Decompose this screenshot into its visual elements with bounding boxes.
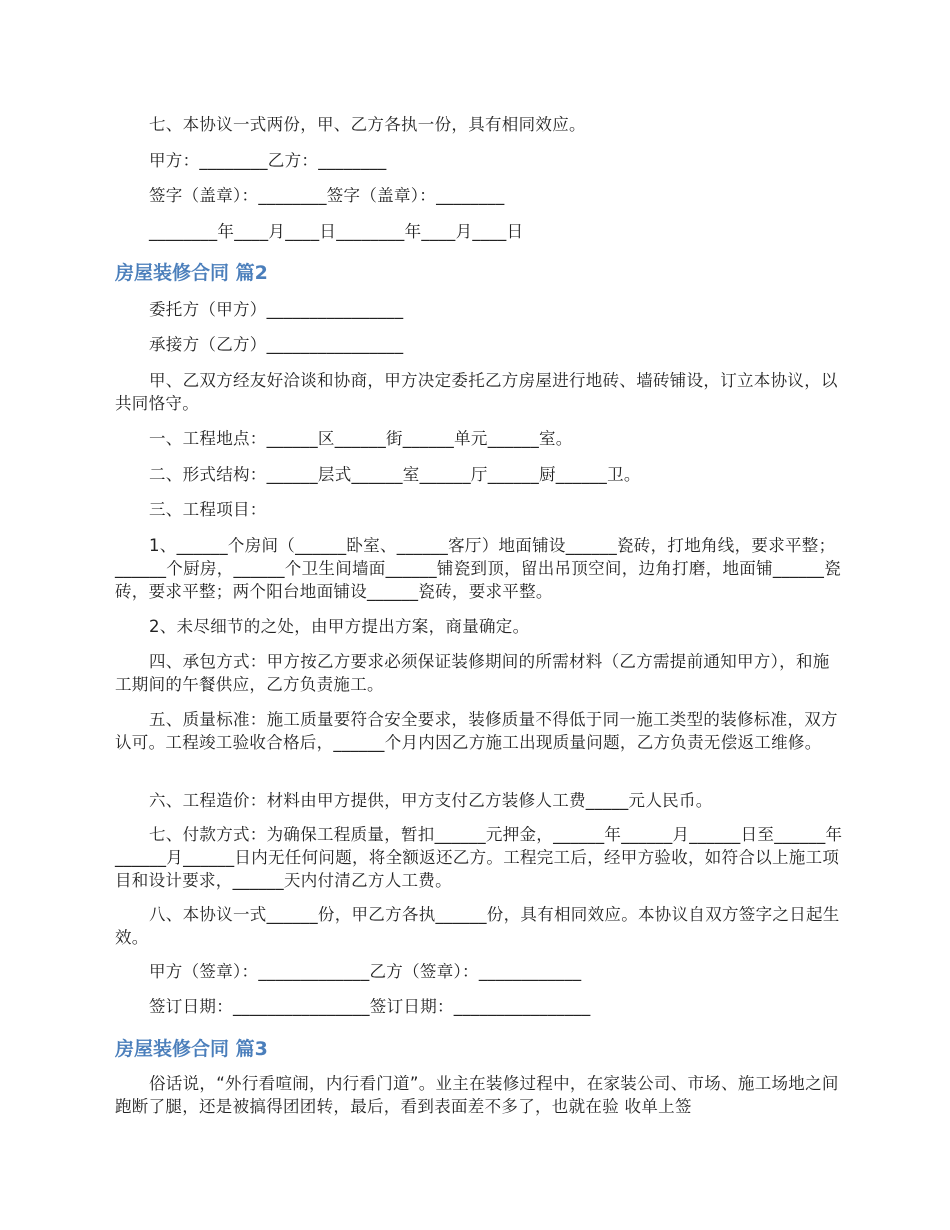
date-line: 签订日期：________________签订日期：________________	[149, 997, 591, 1016]
paragraph: 六、工程造价：材料由甲方提供，甲方支付乙方装修人工费_____元人民币。	[149, 791, 713, 810]
paragraph: 委托方（甲方）________________	[149, 300, 404, 319]
paragraph: 四、承包方式：甲方按乙方要求必须保证装修期间的所需材料（乙方需提前通知甲方），和施工期间的午餐供应，乙方负责施工。	[115, 652, 830, 694]
signature-line: 甲方（签章）：_____________乙方（签章）：____________	[149, 962, 582, 981]
paragraph: 1、______个房间（______卧室、______客厅）地面铺设______瓷砖，打地角线，要求平整；______个厨房，______个卫生间墙面______铺瓷到顶，留出吊顶空间，边角打磨，地面铺______瓷砖，要求平整；两个阳台地面铺设______瓷砖，要求平整。	[115, 536, 841, 601]
paragraph: 八、本协议一式______份，甲乙方各执______份，具有相同效应。本协议自双方签字之日起生效。	[115, 905, 840, 947]
paragraph: 承接方（乙方）________________	[149, 335, 404, 354]
paragraph: 俗话说，“外行看喧闹，内行看门道”。业主在装修过程中，在家装公司、市场、施工场地之间跑断了腿，还是被搞得团团转，最后，看到表面差不多了，也就在验 收单上签	[115, 1074, 839, 1116]
paragraph: 三、工程项目：	[149, 500, 267, 519]
paragraph: 二、形式结构：______层式______室______厅______厨______卫。	[149, 465, 641, 484]
signature-line: 签字（盖章）：________签字（盖章）：________	[149, 186, 505, 205]
section-heading: 房屋装修合同 篇3	[115, 1038, 268, 1060]
paragraph: 七、本协议一式两份，甲、乙方各执一份，具有相同效应。	[149, 115, 586, 134]
paragraph: 甲、乙双方经友好洽谈和协商，甲方决定委托乙方房屋进行地砖、墙砖铺设，订立本协议，以共同恪守。	[115, 371, 838, 413]
paragraph: 七、付款方式：为确保工程质量，暂扣______元押金，______年______月______日至______年______月______日内无任何问题，将全额返还乙方。工程完工后，经甲方验收，如符合以上施工项目和设计要求，______天内付清乙方人工费。	[115, 825, 843, 890]
paragraph: 一、工程地点：______区______街______单元______室。	[149, 429, 573, 448]
signature-line: 甲方：________乙方：________	[149, 151, 387, 170]
paragraph: 五、质量标准：施工质量要符合安全要求，装修质量不得低于同一施工类型的装修标准，双方认可。工程竣工验收合格后，______个月内因乙方施工出现质量问题，乙方负责无偿返工维修。	[115, 710, 838, 752]
date-line: ________年____月____日________年____月____日	[149, 222, 524, 241]
paragraph: 2、未尽细节的之处，由甲方提出方案，商量确定。	[149, 617, 530, 636]
section-heading: 房屋装修合同 篇2	[115, 262, 268, 284]
